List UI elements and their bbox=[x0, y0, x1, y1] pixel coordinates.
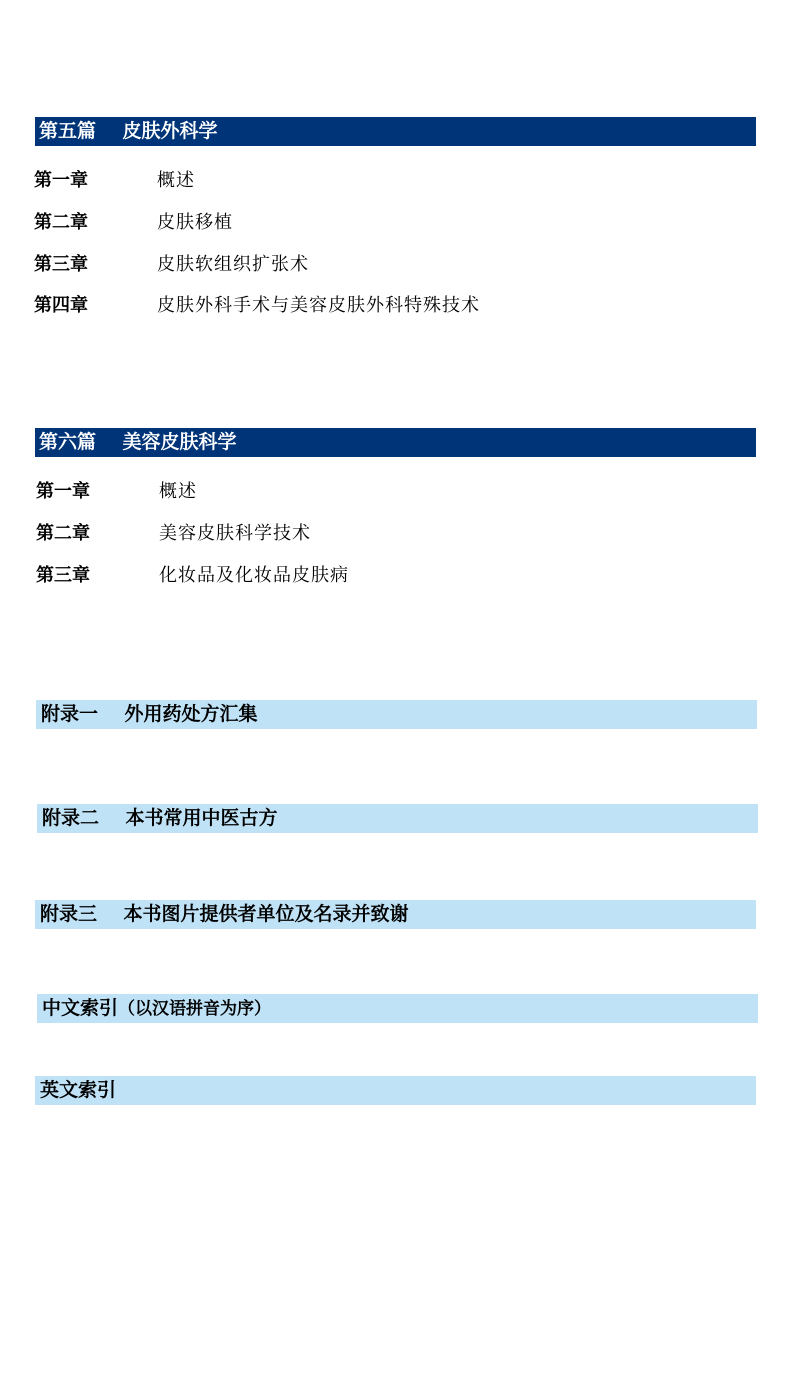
chapter-title: 皮肤外科手术与美容皮肤外科特殊技术 bbox=[157, 295, 480, 316]
chapter-number: 第三章 bbox=[36, 565, 90, 586]
chapter-title: 概述 bbox=[159, 481, 197, 502]
appendix-3[interactable]: 附录三 本书图片提供者单位及名录并致谢 bbox=[35, 900, 756, 929]
chapter-title: 美容皮肤科学技术 bbox=[159, 523, 311, 544]
part-5-header[interactable]: 第五篇 皮肤外科学 bbox=[35, 117, 756, 146]
chapter-number: 第一章 bbox=[34, 170, 88, 191]
appendix-1[interactable]: 附录一 外用药处方汇集 bbox=[36, 700, 757, 729]
chapter-number: 第三章 bbox=[34, 254, 88, 275]
chinese-index-note: （以汉语拼音为序） bbox=[118, 999, 272, 1019]
chapter-number: 第二章 bbox=[36, 523, 90, 544]
chapter-title: 概述 bbox=[157, 170, 195, 191]
chapter-number: 第一章 bbox=[36, 481, 90, 502]
english-index[interactable]: 英文索引 bbox=[35, 1076, 756, 1105]
chapter-title: 化妆品及化妆品皮肤病 bbox=[159, 565, 349, 586]
chapter-number: 第四章 bbox=[34, 295, 88, 316]
chinese-index-label: 中文索引 bbox=[42, 997, 119, 1019]
chapter-number: 第二章 bbox=[34, 212, 88, 233]
chinese-index[interactable] bbox=[37, 994, 758, 1023]
chapter-title: 皮肤软组织扩张术 bbox=[157, 254, 309, 275]
chapter-title: 皮肤移植 bbox=[157, 212, 233, 233]
appendix-2[interactable]: 附录二 本书常用中医古方 bbox=[37, 804, 758, 833]
part-6-header[interactable]: 第六篇 美容皮肤科学 bbox=[35, 428, 756, 457]
